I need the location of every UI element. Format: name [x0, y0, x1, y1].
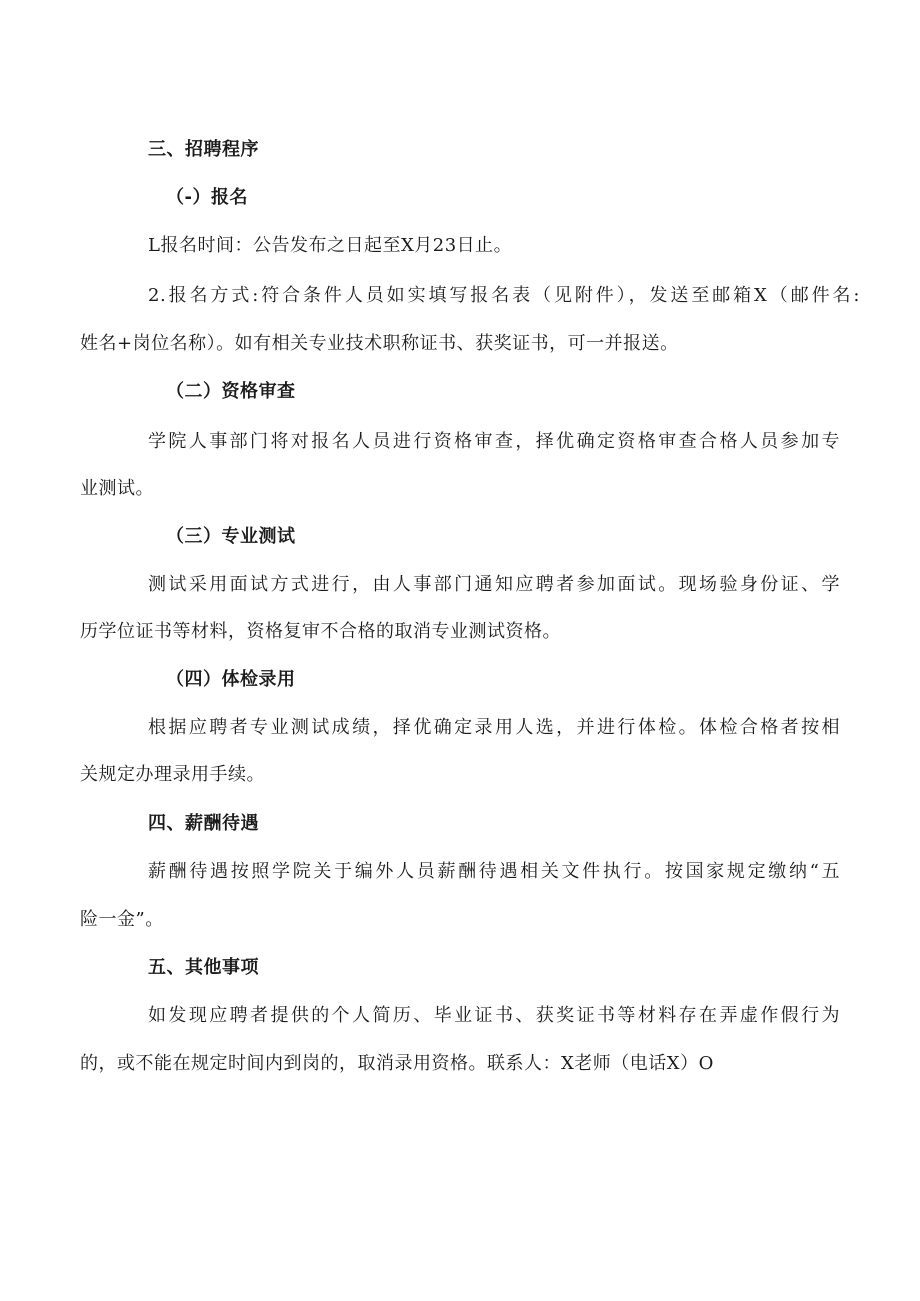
section-heading-salary: 四、薪酬待遇: [148, 813, 259, 834]
subheading-professional-test: （三）专业测试: [166, 526, 296, 547]
paragraph-registration-time: L报名时间：公告发布之日起至X月23日止。: [148, 235, 513, 256]
paragraph-salary-line2: 险一金”。: [80, 909, 164, 930]
paragraph-salary-line1: 薪酬待遇按照学院关于编外人员薪酬待遇相关文件执行。按国家规定缴纳“五: [148, 861, 840, 882]
paragraph-test-line2: 历学位证书等材料，资格复审不合格的取消专业测试资格。: [80, 621, 561, 642]
paragraph-other-line1: 如发现应聘者提供的个人简历、毕业证书、获奖证书等材料存在弄虚作假行为: [148, 1005, 840, 1026]
section-heading-other-matters: 五、其他事项: [148, 957, 259, 978]
paragraph-test-line1: 测试采用面试方式进行，由人事部门通知应聘者参加面试。现场验身份证、学: [148, 574, 840, 595]
paragraph-registration-method-line1: 2.报名方式:符合条件人员如实填写报名表（见附件），发送至邮箱X（邮件名:: [148, 285, 860, 306]
paragraph-review-line1: 学院人事部门将对报名人员进行资格审查，择优确定资格审查合格人员参加专: [148, 431, 840, 452]
subheading-medical-exam-hiring: （四）体检录用: [166, 669, 296, 690]
paragraph-registration-method-line2: 姓名+岗位名称）。如有相关专业技术职称证书、获奖证书，可一并报送。: [80, 333, 679, 354]
paragraph-exam-line2: 关规定办理录用手续。: [80, 764, 265, 785]
paragraph-exam-line1: 根据应聘者专业测试成绩，择优确定录用人选，并进行体检。体检合格者按相: [148, 717, 840, 738]
subheading-registration: （-）报名: [166, 187, 248, 208]
paragraph-review-line2: 业测试。: [80, 478, 154, 499]
paragraph-other-line2: 的，或不能在规定时间内到岗的，取消录用资格。联系人：X老师（电话X）O: [80, 1053, 714, 1074]
subheading-qualification-review: （二）资格审查: [166, 381, 296, 402]
section-heading-recruitment-procedure: 三、招聘程序: [148, 139, 259, 160]
